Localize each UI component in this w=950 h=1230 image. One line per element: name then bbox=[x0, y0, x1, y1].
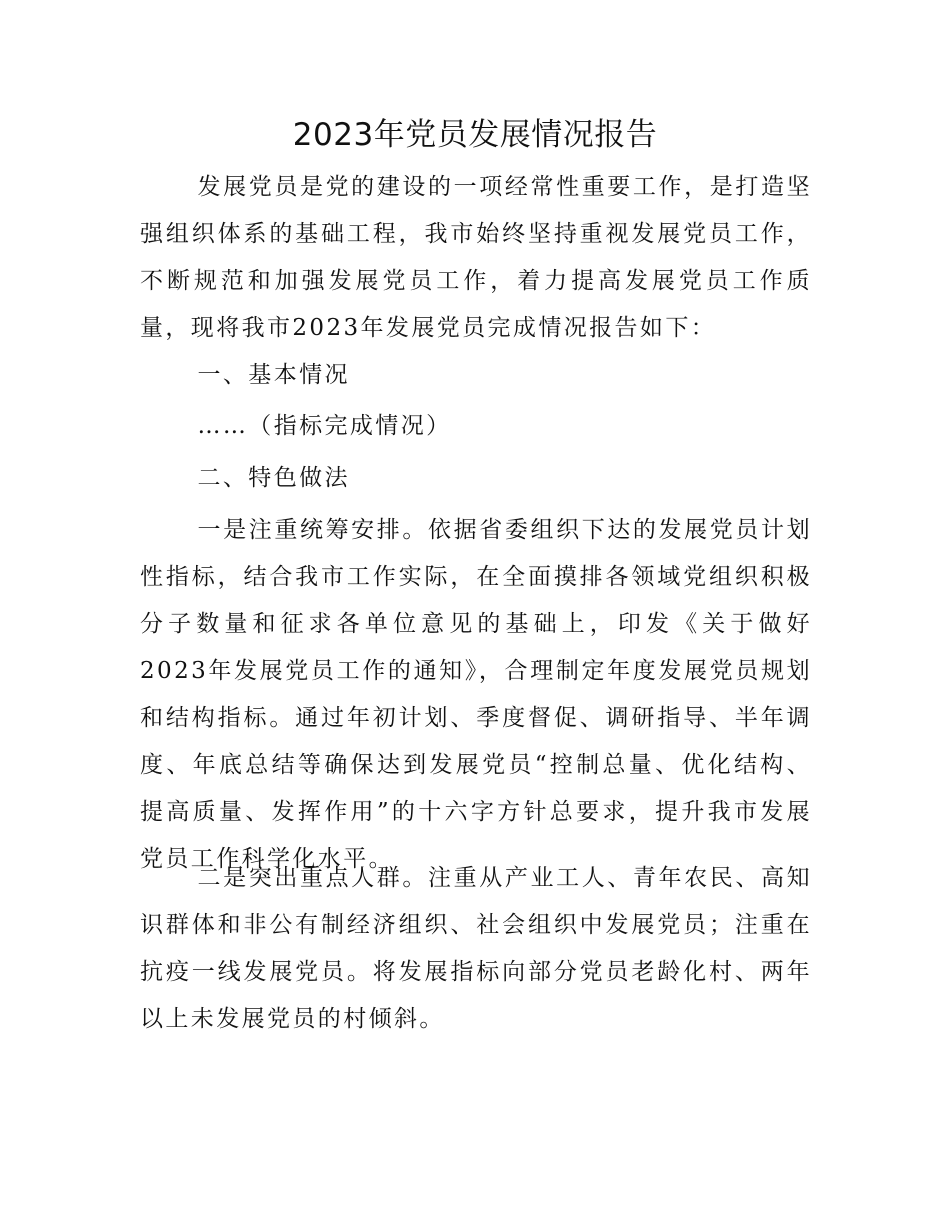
practice-two-paragraph: 二是突出重点人群。注重从产业工人、青年农民、高知识群体和非公有制经济组织、社会组织中发展党员；注重在抗疫一线发展党员。将发展指标向部分党员老龄化村、两年以上未发展党员的村倾斜。 bbox=[140, 865, 812, 1032]
intro-paragraph: 发展党员是党的建设的一项经常性重要工作，是打造坚强组织体系的基础工程，我市始终坚持重视发展党员工作，不断规范和加强发展党员工作，着力提高发展党员工作质量，现将我市2023年发展党员完成情况报告如下： bbox=[140, 174, 812, 341]
section-heading-basic: 一、基本情况 bbox=[197, 362, 350, 388]
practice-two-block bbox=[140, 855, 812, 1043]
practice-one-paragraph: 一是注重统筹安排。依据省委组织下达的发展党员计划性指标，结合我市工作实际，在全面摸排各领域党组织积极分子数量和征求各单位意见的基础上，印发《关于做好2023年发展党员工作的通知》，合理制定年度发展党员规划和结构指标。通过年初计划、季度督促、调研指导、半年调度、年底总结等确保达到发展党员“控制总量、优化结构、提高质量、发挥作用”的十六字方针总要求，提升我市发展党员工作科学化水平。 bbox=[140, 517, 812, 872]
section-heading-basic-block bbox=[140, 352, 812, 399]
section-heading-practices-block bbox=[140, 455, 812, 502]
section-note-block bbox=[140, 403, 812, 450]
intro-paragraph-block bbox=[140, 164, 812, 352]
section-note: ……（指标完成情况） bbox=[197, 413, 452, 439]
document-title: 2023年党员发展情况报告 bbox=[292, 117, 658, 153]
practice-one-block bbox=[140, 507, 812, 883]
section-heading-practices: 二、特色做法 bbox=[197, 465, 350, 491]
